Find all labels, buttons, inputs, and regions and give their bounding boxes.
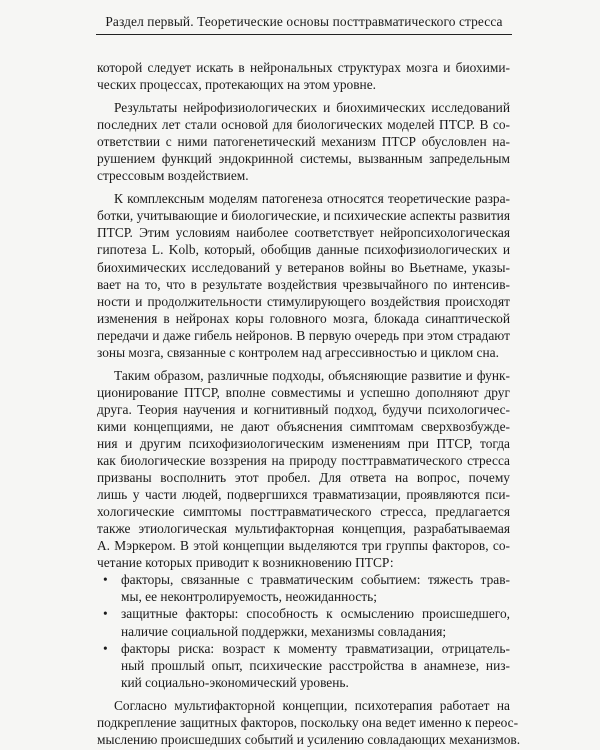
text-line: Таким образом, различные подходы, объясняющие развитие и функ- <box>114 367 510 383</box>
text-line: которой следует искать в нейрональных структурах мозга и биохими- <box>97 60 510 75</box>
text-line: как биологические воззрения на природу посттравматического стресса <box>97 453 510 469</box>
text-line: мы, ее неконтролируемость, неожиданность; <box>121 589 377 605</box>
text-line: мыслению происшедших событий и усилению совладающих механизмов. <box>97 731 521 747</box>
text-line: рушением функций эндокринной системы, вызванным запредельным <box>97 151 510 167</box>
bullet-icon: • <box>103 606 108 622</box>
paragraph-continuation <box>97 59 510 93</box>
text-line: хологические симптомы посттравматического стресса, предлагается <box>97 504 510 520</box>
text-line: ный прошлый опыт, психические расстройства в анамнезе, низ- <box>121 657 510 673</box>
text-line: друга. Теория научения и когнитивный подход, будучи психологичес- <box>97 401 510 417</box>
text-line: ности и продолжительности стимулирующего воздействия происходят <box>97 293 510 309</box>
text-line: кий социально-экономический уровень. <box>121 674 349 690</box>
text-line: лишь у части людей, подвергшихся травматизации, проявляются пси- <box>97 487 510 503</box>
list-item-protective-factors <box>97 605 510 639</box>
list-item-risk-factors <box>97 640 510 691</box>
text-line: также этиологическая мультифакторная концепция, разрабатываемая <box>97 521 510 537</box>
running-header: Раздел первый. Теоретические основы посттравматического стресса <box>96 14 512 35</box>
text-line: защитные факторы: способность к осмыслению происшедшего, <box>121 606 510 622</box>
text-line: биохимических исследований у ветеранов войны во Вьетнаме, указы- <box>97 259 510 275</box>
text-line: гипотеза L. Kolb, который, обобщив данные психофизиологических и <box>97 242 510 258</box>
text-line: подкрепление защитных факторов, поскольку она ведет именно к переос- <box>97 714 519 730</box>
text-line: ческих процессах, протекающих на этом уровне. <box>97 77 377 93</box>
text-line: изменения в нейронах коры головного мозга, блокада синаптической <box>97 310 510 326</box>
text-line: четание которых приводит к возникновению ПТСР: <box>97 555 394 571</box>
text-line: ционирование ПТСР, вполне совместимы и успешно дополняют друг <box>97 384 510 400</box>
text-line: передачи и даже гибель нейронов. В первую очередь при этом страдают <box>97 327 510 343</box>
text-line: ответствии с ними патогенетический механизм ПТСР обусловлен на- <box>97 134 510 150</box>
text-line: факторы риска: возраст к моменту травматизации, отрицатель- <box>121 640 510 656</box>
text-line: наличие социальной поддержки, механизмы совладания; <box>121 623 447 639</box>
paragraph-multifactor-therapy <box>97 697 521 748</box>
text-line: последних лет стали основой для биологических моделей ПТСР. В со- <box>97 117 510 133</box>
text-line: Согласно мультифакторной концепции, психотерапия работает на <box>114 697 510 713</box>
text-line: ботки, учитывающие и биологические, и психические аспекты развития <box>97 208 510 224</box>
bullet-icon: • <box>103 572 108 588</box>
text-line: зоны мозга, связанные с контролем над агрессивностью и циклом сна. <box>97 344 499 360</box>
text-line: кими концепциями, не дают объяснения симптомам сверхвозбужде- <box>97 418 510 434</box>
text-line: факторы, связанные с травматическим событием: тяжесть трав- <box>121 572 510 588</box>
text-line: А. Мэркером. В этой концепции выделяются три группы факторов, со- <box>97 538 510 554</box>
page-body <box>97 59 521 748</box>
factor-list <box>97 571 510 690</box>
paragraph-biological-models <box>97 99 510 184</box>
text-line: К комплексным моделям патогенеза относятся теоретические разра- <box>114 191 510 207</box>
text-line: ПТСР. Этим условиям наиболее соответствует нейропсихологическая <box>97 225 510 241</box>
text-line: призваны восполнить этот пробел. Для ответа на вопрос, почему <box>97 470 510 486</box>
text-line: ния и другим психофизиологическим изменениям при ПТСР, тогда <box>97 435 510 451</box>
text-line: вает на то, что в результате воздействия чрезвычайного по интенсив- <box>97 276 510 292</box>
list-item-trauma-factors <box>97 571 510 605</box>
bullet-icon: • <box>103 640 108 656</box>
paragraph-approaches <box>97 367 510 572</box>
text-line: стрессовым воздействием. <box>97 168 249 184</box>
text-line: Результаты нейрофизиологических и биохимических исследований <box>114 100 510 116</box>
paragraph-complex-models <box>97 190 510 360</box>
